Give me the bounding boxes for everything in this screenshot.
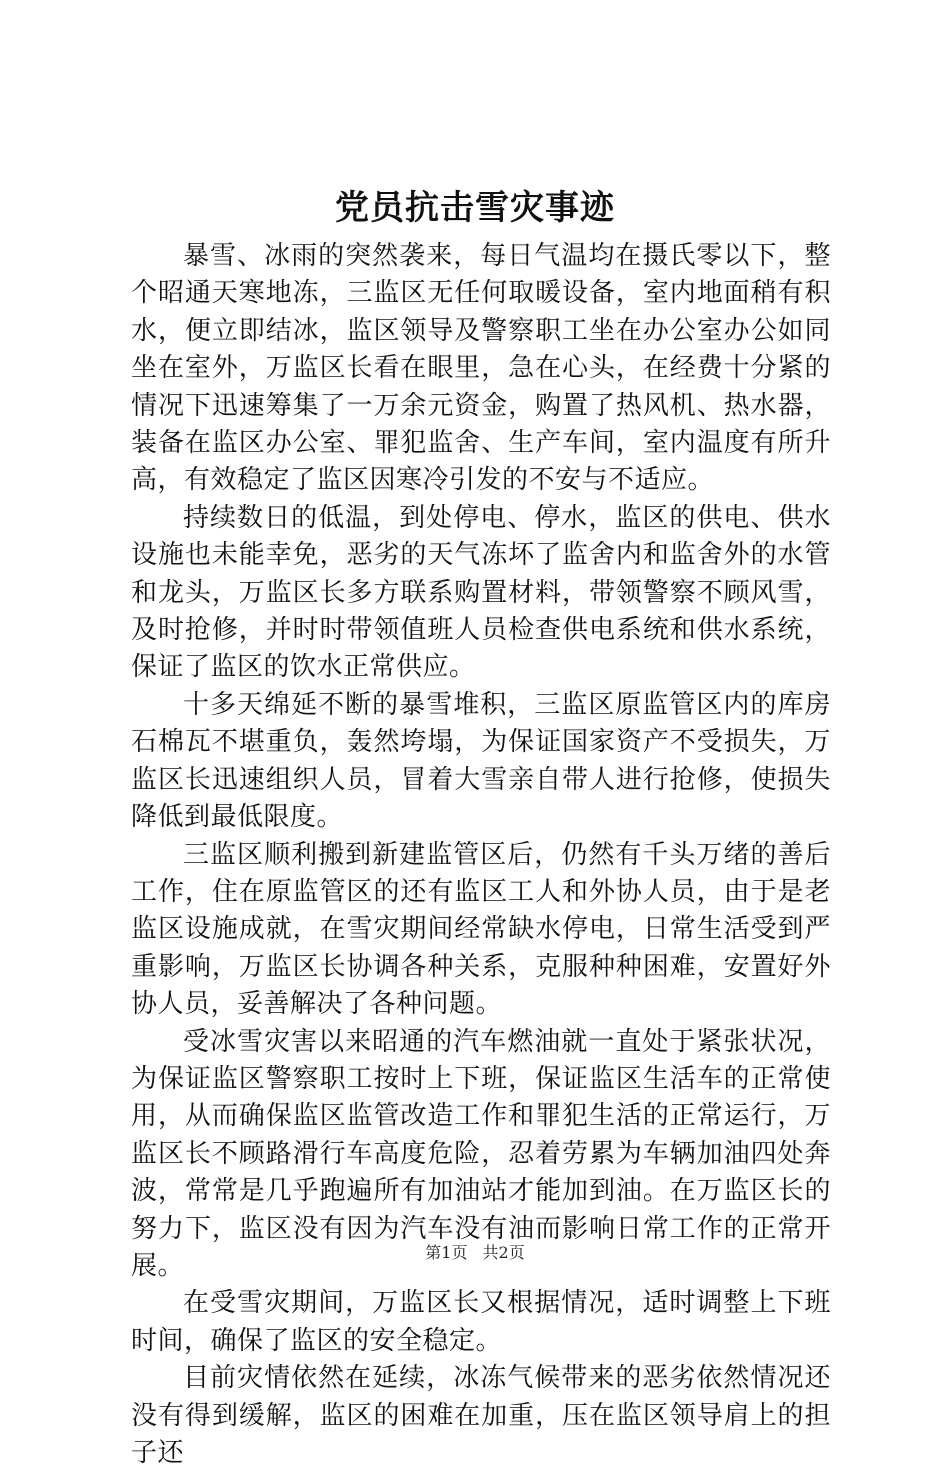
paragraph: 暴雪、冰雨的突然袭来，每日气温均在摄氏零以下，整个昭通天寒地冻，三监区无任何取暖设备，室内地面稍有积水，便立即结冰，监区领导及警察职工坐在办公室办公如同坐在室外，万监区长看在眼里，急在心头，在经费十分紧的情况下迅速筹集了一万余元资金，购置了热风机、热水器，装备在监区办公室、罪犯监舍、生产车间，室内温度有所升高，有效稳定了监区因寒冷引发的不安与不适应。 xyxy=(131,241,831,496)
page-number: 第1页 xyxy=(425,1243,468,1262)
paragraph: 十多天绵延不断的暴雪堆积，三监区原监管区内的库房石棉瓦不堪重负，轰然垮塌，为保证国家资产不受损失，万监区长迅速组织人员，冒着大雪亲自带人进行抢修，使损失降低到最低限度。 xyxy=(131,689,831,833)
paragraph: 目前灾情依然在延续，冰冻气候带来的恶劣依然情况还没有得到缓解，监区的困难在加重，压在监区领导肩上的担子还 xyxy=(131,1363,831,1468)
paragraph: 在受雪灾期间，万监区长又根据情况，适时调整上下班时间，确保了监区的安全稳定。 xyxy=(131,1288,831,1356)
paragraph: 受冰雪灾害以来昭通的汽车燃油就一直处于紧张状况，为保证监区警察职工按时上下班，保证监区生活车的正常使用，从而确保监区监管改造工作和罪犯生活的正常运行，万监区长不顾路滑行车高度危险，忍着劳累为车辆加油四处奔波，常常是几乎跑遍所有加油站才能加到油。在万监区长的努力下，监区没有因为汽车没有油而影响日常工作的正常开展。 xyxy=(131,1026,831,1281)
paragraph: 三监区顺利搬到新建监管区后，仍然有千头万绪的善后工作，住在原监管区的还有监区工人和外协人员，由于是老监区设施成就，在雪灾期间经常缺水停电，日常生活受到严重影响，万监区长协调各种关系，克服种种困难，安置好外协人员，妥善解决了各种问题。 xyxy=(131,839,831,1020)
page-footer xyxy=(0,1242,950,1264)
paragraph: 持续数日的低温，到处停电、停水，监区的供电、供水设施也未能幸免，恶劣的天气冻坏了监舍内和监舍外的水管和龙头，万监区长多方联系购置材料，带领警察不顾风雪，及时抢修，并时时带领值班人员检查供电系统和供水系统，保证了监区的饮水正常供应。 xyxy=(131,502,831,683)
document-title: 党员抗击雪灾事迹 xyxy=(335,188,615,228)
document-body xyxy=(131,238,831,1472)
page-total: 共2页 xyxy=(482,1243,525,1262)
